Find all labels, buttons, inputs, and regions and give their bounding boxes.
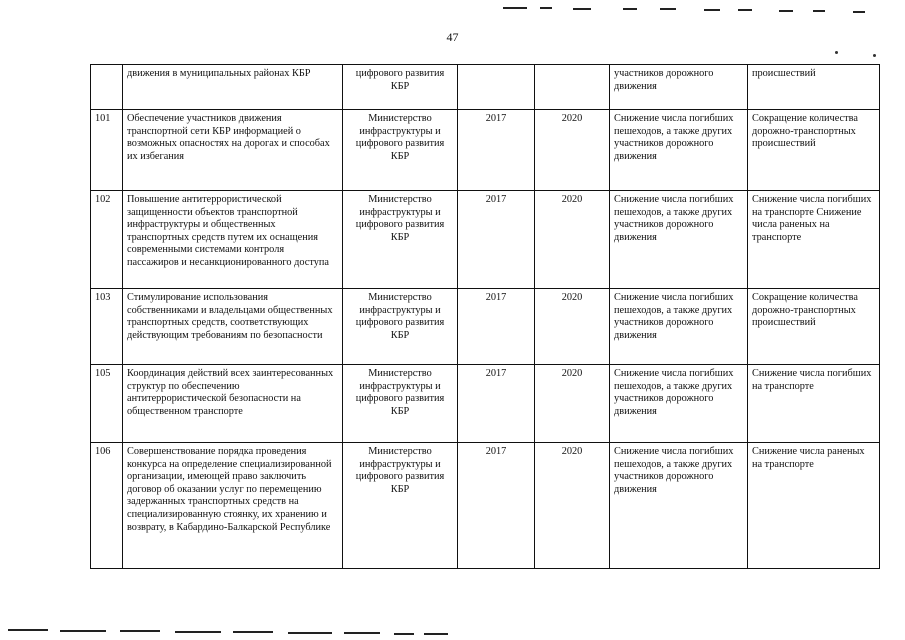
table-row <box>91 365 880 443</box>
scan-mark-bottom <box>288 632 332 634</box>
row-number: 103 <box>91 289 123 365</box>
scan-mark-bottom <box>8 629 48 631</box>
scan-mark-top <box>704 9 720 11</box>
scan-mark-top <box>779 10 793 12</box>
start-year-cell: 2017 <box>458 443 535 569</box>
scan-mark-top <box>853 11 865 13</box>
action-cell: Координация действий всех заинтересованных структур по обеспечению антитеррористической безопасности на общественном транспорте <box>123 365 343 443</box>
start-year-cell <box>458 65 535 110</box>
end-year-cell: 2020 <box>535 110 610 191</box>
start-year-cell: 2017 <box>458 110 535 191</box>
end-year-cell: 2020 <box>535 191 610 289</box>
start-year-cell: 2017 <box>458 289 535 365</box>
scan-dot <box>835 51 838 54</box>
indicator-cell: Снижение числа раненых на транспорте <box>748 443 880 569</box>
result-cell: Снижение числа погибших пешеходов, а также других участников дорожного движения <box>610 443 748 569</box>
end-year-cell <box>535 65 610 110</box>
page-number: 47 <box>446 30 459 44</box>
responsible-cell: Министерство инфраструктуры и цифрового развития КБР <box>343 191 458 289</box>
scan-dot <box>873 54 876 57</box>
scan-mark-bottom <box>175 631 221 633</box>
row-number: 101 <box>91 110 123 191</box>
action-cell: Обеспечение участников движения транспортной сети КБР информацией о возможных опасностях на дорогах и способах их избегания <box>123 110 343 191</box>
scan-mark-top <box>623 8 637 10</box>
action-cell: Совершенствование порядка проведения конкурса на определение специализированной организации, имеющей право заключить договор об оказании услуг по перемещению задержанных транспортных средств на специализированную стоянку, их хранению и возврату, в Кабардино-Балкарской Республике <box>123 443 343 569</box>
scan-mark-top <box>813 10 825 12</box>
scan-mark-bottom <box>120 630 160 632</box>
row-number: 102 <box>91 191 123 289</box>
result-cell: Снижение числа погибших пешеходов, а также других участников дорожного движения <box>610 289 748 365</box>
end-year-cell: 2020 <box>535 365 610 443</box>
scan-mark-bottom <box>394 633 414 635</box>
result-cell: Снижение числа погибших пешеходов, а также других участников дорожного движения <box>610 110 748 191</box>
table-row <box>91 110 880 191</box>
responsible-cell: цифрового развития КБР <box>343 65 458 110</box>
action-cell: Повышение антитеррористической защищенности объектов транспортной инфраструктуры и общественных транспортных средств путем их оснащения современными системами контроля пассажиров и несанкционированного доступа <box>123 191 343 289</box>
indicator-cell: Сокращение количества дорожно-транспортных происшествий <box>748 289 880 365</box>
start-year-cell: 2017 <box>458 365 535 443</box>
scan-mark-top <box>540 7 552 9</box>
row-number: 106 <box>91 443 123 569</box>
result-cell: участников дорожного движения <box>610 65 748 110</box>
scan-mark-top <box>573 8 591 10</box>
responsible-cell: Министерство инфраструктуры и цифрового развития КБР <box>343 365 458 443</box>
scan-mark-bottom <box>424 633 448 635</box>
responsible-cell: Министерство инфраструктуры и цифрового развития КБР <box>343 289 458 365</box>
measures-table <box>90 64 880 569</box>
scan-mark-top <box>503 7 527 9</box>
scan-mark-top <box>738 9 752 11</box>
indicator-cell: происшествий <box>748 65 880 110</box>
indicator-cell: Снижение числа погибших на транспорте Снижение числа раненых на транспорте <box>748 191 880 289</box>
table-row <box>91 289 880 365</box>
table-row <box>91 443 880 569</box>
indicator-cell: Сокращение количества дорожно-транспортных происшествий <box>748 110 880 191</box>
result-cell: Снижение числа погибших пешеходов, а также других участников дорожного движения <box>610 365 748 443</box>
start-year-cell: 2017 <box>458 191 535 289</box>
row-number: 105 <box>91 365 123 443</box>
scan-mark-bottom <box>60 630 106 632</box>
result-cell: Снижение числа погибших пешеходов, а также других участников дорожного движения <box>610 191 748 289</box>
action-cell: движения в муниципальных районах КБР <box>123 65 343 110</box>
scan-mark-top <box>660 8 676 10</box>
table-row <box>91 191 880 289</box>
responsible-cell: Министерство инфраструктуры и цифрового развития КБР <box>343 110 458 191</box>
scan-mark-bottom <box>233 631 273 633</box>
action-cell: Стимулирование использования собственниками и владельцами общественных транспортных средств, соответствующих действующим требованиям по безопасности <box>123 289 343 365</box>
end-year-cell: 2020 <box>535 443 610 569</box>
row-number <box>91 65 123 110</box>
indicator-cell: Снижение числа погибших на транспорте <box>748 365 880 443</box>
responsible-cell: Министерство инфраструктуры и цифрового развития КБР <box>343 443 458 569</box>
scan-mark-bottom <box>344 632 380 634</box>
table-row <box>91 65 880 110</box>
end-year-cell: 2020 <box>535 289 610 365</box>
